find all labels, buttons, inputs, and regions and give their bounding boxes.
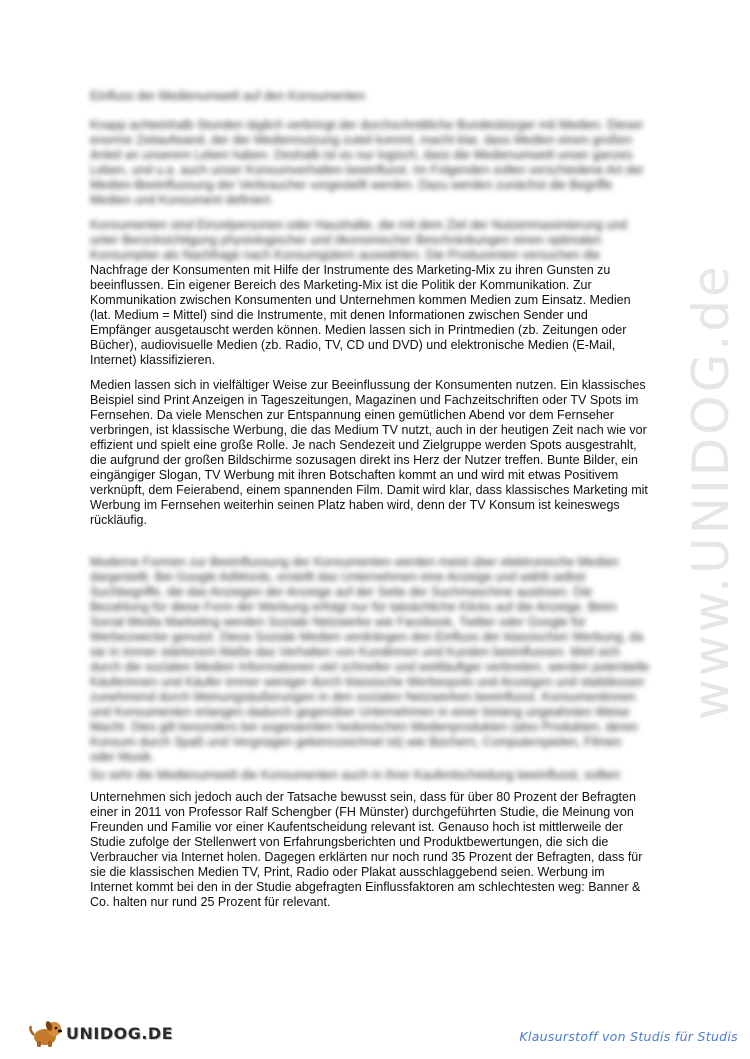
- dog-logo-icon: [28, 1018, 64, 1048]
- logo-text: UNIDOG.DE: [66, 1023, 174, 1043]
- paragraph-2-blurred: Konsumenten sind Einzelpersonen oder Haushalte, die mit dem Ziel der Nutzenmaximierung und unter Berücksichtigung physiologischer und ökonomischer Beschränkungen einen optimalen Konsumplan als Nachfrage nach Konsumgütern auswählen. Die Produzenten versuchen die: [90, 218, 628, 262]
- paragraph-2-visible: Nachfrage der Konsumenten mit Hilfe der Instrumente des Marketing-Mix zu ihren Gunsten zu beeinflussen. Ein eigener Bereich des Marketing-Mix ist die Politik der Kommunikation. Zur Kommunikation zwischen Konsumenten und Unternehmen kommen Medien zum Einsatz. Medien (lat. Medium = Mittel) sind die Instrumente, mit denen Informationen zwischen Sender und Empfänger ausgetauscht werden können. Medien lassen sich in Printmedien (zb. Zeitungen oder Bücher), audiovisuelle Medien (zb. Radio, TV, CD und DVD) und elektronische Medien (E-Mail, Internet) klassifizieren.: [90, 263, 631, 367]
- paragraph-3-visible: Medien lassen sich in vielfältiger Weise zur Beeinflussung der Konsumenten nutzen. Ein klassisches Beispiel sind Print Anzeigen in Tageszeitungen, Magazinen und Fachzeitschriften oder TV Spots im Fernsehen. Da viele Menschen zur Entspannung einen gemütlichen Abend vor dem Fernseher verbringen, ist klassische Werbung, die das Medium TV nutzt, auch in der heutigen Zeit nach wie vor effizient und spielt eine große Rolle. Je nach Sendezeit und Zielgruppe werden Spots ausgestrahlt, die aufgrund der großen Bildschirme sozusagen direkt ins Herz der Nutzer treffen. Bunte Bilder, ein eingängiger Slogan, TV Werbung mit ihren Botschaften kommt an und wird mit etwas Positivem verknüpft, dem Feierabend, einem spannenden Film. Damit wird klar, dass klassisches Marketing mit Werbung im Fernsehen weiterhin seinen Platz haben wird, denn der TV Konsum ist keineswegs rückläufig.: [90, 378, 648, 527]
- paragraph-4-blurred: Moderne Formen zur Beeinflussung der Konsumenten werden meist über elektronische Medien dargestellt. Bei Google AdWords, erstellt das Unternehmen eine Anzeige und wählt selbst Suchbegriffe, die das Anzeigen der Anzeige auf der Seite der Suchmaschine auslösen. Die Bezahlung für diese Form der Werbung erfolgt nur für tatsächliche Klicks auf die Anzeige. Beim Social Media Marketing werden Soziale Netzwerke wie Facebook, Twitter oder Google für Werbezwecke genutzt. Diese Soziale Medien verdrängen den Einfluss der klassischen Werbung, da sie in immer stärkerem Maße das Verhalten von Kundinnen und Kunden beeinflussen. Weil sich durch die sozialen Medien Informationen viel schneller und weitläufiger verbreiten, werden potentielle Käuferinnen und Käufer immer weniger durch klassische Werbespots und Anzeigen und stattdessen zunehmend durch Meinungsäußerungen in den sozialen Netzwerken beeinflusst. Konsumentinnen und Konsumenten erlangen dadurch gegenüber Unternehmen in einer bislang ungeahnten Weise Macht. Dies gilt besonders bei sogenannten hedonischen Medienprodukten (also Produkten, deren Konsum durch Spaß und Vergnügen gekennzeichnet ist) wie Büchern, Computerspielen, Filmen oder Musik.: [90, 555, 650, 764]
- paragraph-5-blurred: So sehr die Medienumwelt die Konsumenten auch in ihrer Kaufentscheidung beeinflusst, sollten: [90, 768, 621, 782]
- watermark-text: www.UNIDOG.de: [682, 263, 740, 720]
- footer-claim: Klausurstoff von Studis für Studis: [519, 1029, 738, 1044]
- paragraph-1-blurred: Knapp achteinhalb Stunden täglich verbringt der durchschnittliche Bundesbürger mit Medien. Dieser enorme Zeitaufwand, der der Mediennutzung zuteil kommt, macht klar, dass Medien einen großen Anteil an unserem Leben haben. Deshalb ist es nur logisch, dass die Medienumwelt unser ganzes Leben, und u.a. auch unser Konsumverhalten beeinflusst. Im Folgenden sollen verschiedene Art der Medien-Beeinflussung der Verbraucher vorgestellt werden. Dazu werden zunächst die Begriffe Medien und Konsument definiert.: [90, 118, 644, 207]
- paragraph-5-visible: Unternehmen sich jedoch auch der Tatsache bewusst sein, dass für über 80 Prozent der Befragten einer in 2011 von Professor Ralf Schengber (FH Münster) durchgeführten Studie, die Meinung von Freunden und Familie vor einer Kaufentscheidung relevant ist. Genauso hoch ist mittlerweile der Studie zufolge der Stellenwert von Erfahrungsberichten und Produktbewertungen, die sich die Verbraucher via Internet holen. Dagegen erklärten nur noch rund 35 Prozent der Befragten, dass für sie die klassischen Medien TV, Print, Radio oder Plakat ausschlaggebend seien. Werbung im Internet kommt bei den in der Studie abgefragten Einflussfaktoren am schlechtesten weg: Banner & Co. halten nur rund 25 Prozent für relevant.: [90, 790, 643, 909]
- footer-logo[interactable]: [28, 1018, 188, 1048]
- document-title: Einfluss der Medienumwelt auf den Konsumenten: [90, 89, 366, 103]
